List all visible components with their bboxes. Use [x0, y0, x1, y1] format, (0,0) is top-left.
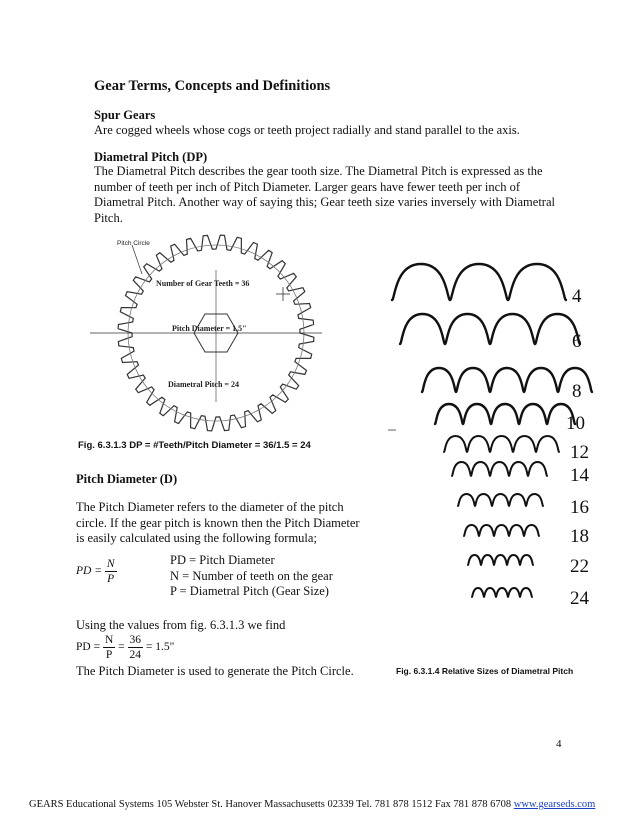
pd-example-result: = 1.5"	[145, 641, 175, 654]
pd-example-den: 24	[129, 649, 141, 661]
dp-label-12: 12	[570, 442, 589, 463]
relative-figure-caption: Fig. 6.3.1.4 Relative Sizes of Diametral Pitch	[396, 666, 574, 676]
tooth-profile-row	[468, 555, 533, 565]
pd-formula-fraction	[105, 557, 117, 586]
tooth-profiles	[392, 264, 592, 597]
pd-line: is easily calculated using the following formula;	[76, 531, 317, 545]
pitch-circle-label: Pitch Circle	[117, 240, 150, 247]
dp-label-14: 14	[570, 465, 589, 486]
pd-example-symbolic-fraction	[103, 633, 115, 662]
teeth-count-label: Number of Gear Teeth = 36	[156, 279, 250, 288]
pd-example-num: 36	[129, 634, 141, 646]
pd-example	[76, 633, 174, 662]
dp-label-6: 6	[572, 331, 582, 352]
tooth-profile-row	[458, 494, 543, 506]
spur-gears-heading: Spur Gears	[94, 108, 156, 122]
page-number: 4	[556, 738, 562, 750]
pitch-circle-closing-text: The Pitch Diameter is used to generate the Pitch Circle.	[76, 664, 354, 678]
pd-line: The Pitch Diameter refers to the diameter of the pitch	[76, 500, 344, 514]
dp-label-4: 4	[572, 286, 582, 307]
dp-label-22: 22	[570, 556, 589, 577]
pd-example-equals: =	[118, 641, 125, 654]
tooth-profile-row	[392, 264, 566, 300]
dp-line: Diametral Pitch. Another way of saying this; Gear teeth size varies inversely with Diametral	[94, 195, 555, 209]
pd-example-p: P	[105, 649, 113, 661]
pd-definitions	[170, 553, 333, 600]
pd-example-n: N	[104, 634, 114, 646]
pd-example-lhs: PD =	[76, 641, 101, 654]
dp-label-18: 18	[570, 526, 589, 547]
pd-definition: PD = Pitch Diameter	[170, 553, 275, 567]
pd-example-numeric-fraction	[128, 633, 144, 662]
tooth-profile-row	[435, 404, 575, 424]
relative-dp-diagram	[380, 252, 610, 614]
tooth-profile-row	[400, 314, 580, 344]
page-title: Gear Terms, Concepts and Definitions	[94, 78, 331, 94]
diametral-pitch-heading: Diametral Pitch (DP)	[94, 150, 208, 164]
dp-label-16: 16	[570, 497, 589, 518]
pitch-diameter-heading: Pitch Diameter (D)	[76, 472, 178, 486]
dp-line: Pitch.	[94, 210, 123, 225]
dp-label-24: 24	[570, 588, 589, 609]
footer-website-link[interactable]: www.gearseds.com	[513, 799, 596, 810]
tooth-profile-row	[422, 368, 592, 392]
using-values-text: Using the values from fig. 6.3.1.3 we find	[76, 618, 286, 632]
gear-figure-caption: Fig. 6.3.1.3 DP = #Teeth/Pitch Diameter = 36/1.5 = 24	[78, 440, 311, 451]
pd-formula-denominator: P	[107, 573, 115, 585]
gear-diagram	[90, 232, 340, 437]
pitch-diameter-label: Pitch Diameter = 1.5"	[172, 324, 247, 333]
diametral-pitch-label: Diametral Pitch = 24	[168, 380, 239, 389]
dp-line: number of teeth per inch of Pitch Diameter. Larger gears have fewer teeth per inch of	[94, 179, 520, 194]
tooth-profile-row	[464, 525, 539, 536]
pd-formula	[76, 557, 117, 586]
tooth-profile-row	[452, 462, 547, 476]
pd-definition: N = Number of teeth on the gear	[170, 568, 333, 583]
tooth-profile-row	[472, 588, 532, 597]
diametral-pitch-text	[94, 164, 564, 226]
pitch-diameter-text	[76, 500, 376, 547]
spur-gears-text: Are cogged wheels whose cogs or teeth project radially and stand parallel to the axis.	[94, 123, 520, 137]
footer	[29, 799, 595, 810]
footer-text: GEARS Educational Systems 105 Webster St. Hanover Massachusetts 02339 Tel. 781 878 1512 Fax 781 878 6708	[29, 799, 512, 810]
pd-definition: P = Diametral Pitch (Gear Size)	[170, 584, 329, 598]
pd-line: circle. If the gear pitch is known then the Pitch Diameter	[76, 515, 360, 530]
pitch-circle-leader	[132, 245, 142, 274]
pd-formula-lhs: PD =	[76, 565, 102, 578]
tooth-profile-row	[444, 436, 559, 452]
dp-label-10: 10	[566, 413, 585, 434]
dp-label-8: 8	[572, 381, 582, 402]
pd-formula-numerator: N	[106, 558, 115, 570]
dp-line: The Diametral Pitch describes the gear tooth size. The Diametral Pitch is expressed as the	[94, 164, 543, 178]
